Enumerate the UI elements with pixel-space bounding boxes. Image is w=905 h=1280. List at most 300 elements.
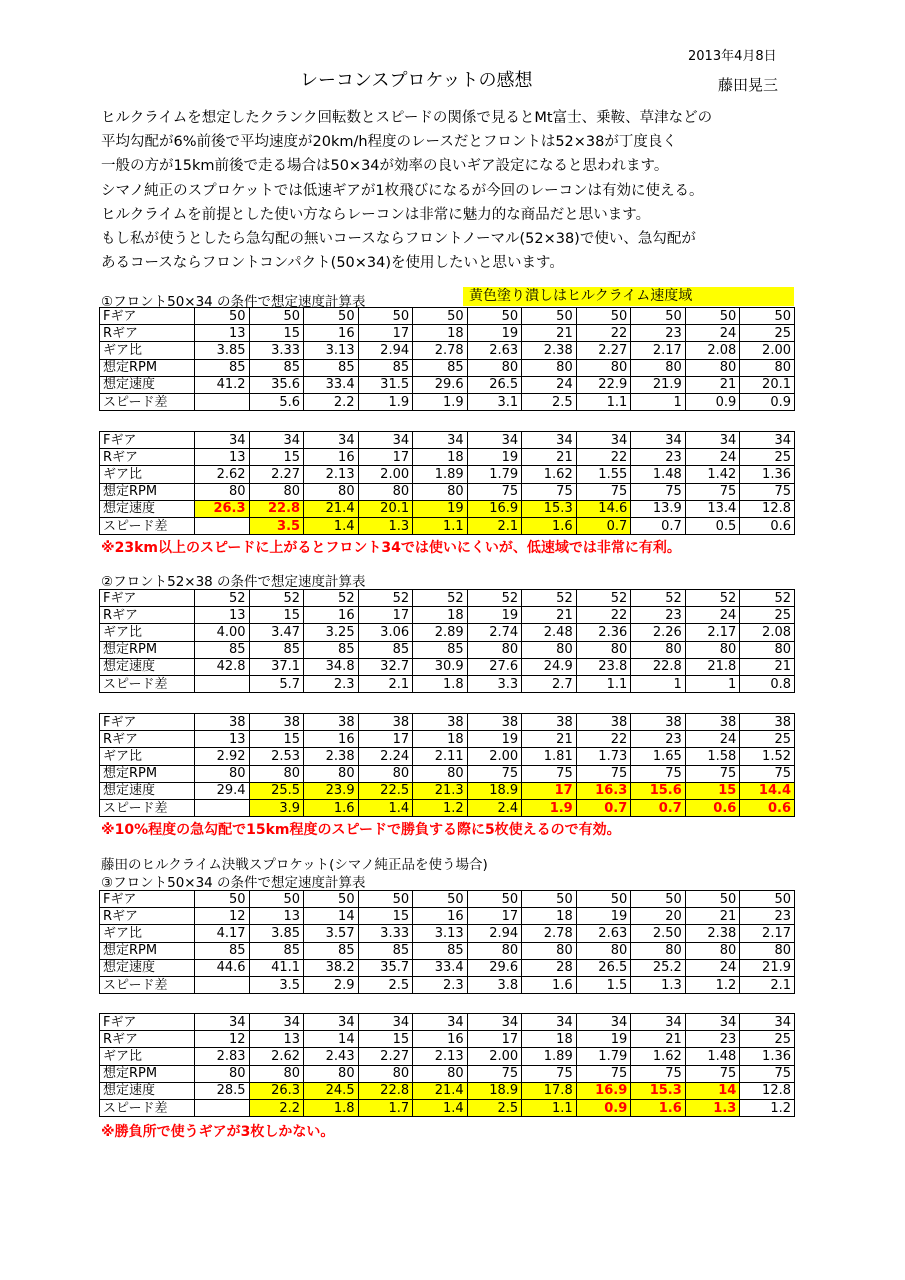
table-cell: 1.3 xyxy=(685,1099,740,1116)
intro-line: ヒルクライムを想定したクランク回転数とスピードの関係で見るとMt富士、乗鞍、草津などの xyxy=(101,110,713,126)
table-cell: 25.2 xyxy=(631,959,686,976)
table-cell: 38 xyxy=(740,714,795,731)
table-cell: 16 xyxy=(304,449,359,466)
row-label: 想定速度 xyxy=(100,1082,195,1099)
table-cell: 52 xyxy=(467,590,522,607)
table-cell: 2.1 xyxy=(358,675,413,692)
row-label: Rギア xyxy=(100,325,195,342)
table-row xyxy=(100,658,795,675)
row-label: Fギア xyxy=(100,1014,195,1031)
table-cell: 12 xyxy=(195,908,250,925)
table-cell: 52 xyxy=(740,590,795,607)
page-title: レーコンスプロケットの感想 xyxy=(300,70,533,91)
table-cell: 17 xyxy=(522,782,577,799)
table-cell: 2.24 xyxy=(358,748,413,765)
row-label: Fギア xyxy=(100,308,195,325)
table-cell: 75 xyxy=(631,765,686,782)
table-cell: 80 xyxy=(631,942,686,959)
table-cell: 13 xyxy=(195,449,250,466)
table-cell: 24 xyxy=(685,959,740,976)
speed-table xyxy=(99,431,795,535)
table-row xyxy=(100,675,795,692)
table-cell: 38 xyxy=(358,714,413,731)
table-cell: 2.00 xyxy=(467,748,522,765)
table-cell: 2.27 xyxy=(358,1048,413,1065)
table-cell: 75 xyxy=(576,483,631,500)
table-cell xyxy=(195,976,250,993)
table-cell: 34 xyxy=(413,1014,468,1031)
table-cell: 80 xyxy=(522,942,577,959)
table-cell: 26.3 xyxy=(249,1082,304,1099)
table-cell: 2.38 xyxy=(304,748,359,765)
table-cell: 52 xyxy=(522,590,577,607)
table-cell: 24 xyxy=(685,449,740,466)
table-cell: 22.5 xyxy=(358,782,413,799)
table-cell: 4.17 xyxy=(195,925,250,942)
table-cell: 85 xyxy=(195,359,250,376)
table-cell: 85 xyxy=(249,942,304,959)
table-row xyxy=(100,731,795,748)
table-cell: 75 xyxy=(740,483,795,500)
table-cell: 23 xyxy=(631,325,686,342)
table-cell: 85 xyxy=(358,641,413,658)
table-cell: 1.55 xyxy=(576,466,631,483)
table-cell: 2.13 xyxy=(413,1048,468,1065)
row-label: スピード差 xyxy=(100,517,195,534)
row-label: 想定RPM xyxy=(100,483,195,500)
row-label: 想定RPM xyxy=(100,765,195,782)
table-cell: 3.5 xyxy=(249,517,304,534)
row-label: Fギア xyxy=(100,891,195,908)
row-label: スピード差 xyxy=(100,1099,195,1116)
table-cell: 2.94 xyxy=(467,925,522,942)
table-cell: 0.9 xyxy=(685,393,740,410)
table-cell: 34 xyxy=(195,432,250,449)
table-cell: 21 xyxy=(740,658,795,675)
table-cell: 85 xyxy=(195,641,250,658)
table-cell: 1 xyxy=(631,393,686,410)
table-cell: 50 xyxy=(249,308,304,325)
table-cell: 19 xyxy=(467,325,522,342)
table-cell: 50 xyxy=(522,891,577,908)
table-row xyxy=(100,891,795,908)
table-cell: 29.4 xyxy=(195,782,250,799)
table-cell: 23 xyxy=(631,607,686,624)
table-cell: 2.83 xyxy=(195,1048,250,1065)
table-cell: 17 xyxy=(358,449,413,466)
table-cell: 12.8 xyxy=(740,1082,795,1099)
table-cell: 13 xyxy=(249,1031,304,1048)
table-cell: 19 xyxy=(467,607,522,624)
table-cell: 4.00 xyxy=(195,624,250,641)
table-cell: 75 xyxy=(576,1065,631,1082)
row-label: Fギア xyxy=(100,714,195,731)
table-row xyxy=(100,517,795,534)
row-label: スピード差 xyxy=(100,799,195,816)
table-cell: 17 xyxy=(467,1031,522,1048)
table-cell: 3.06 xyxy=(358,624,413,641)
speed-table xyxy=(99,890,795,994)
table-cell: 1.89 xyxy=(522,1048,577,1065)
table-cell: 1.1 xyxy=(576,393,631,410)
table-cell: 34 xyxy=(413,432,468,449)
table-cell: 80 xyxy=(631,641,686,658)
table-cell: 75 xyxy=(522,765,577,782)
table-cell: 50 xyxy=(195,308,250,325)
table-cell: 80 xyxy=(685,359,740,376)
table-cell: 21 xyxy=(685,908,740,925)
table-cell: 2.1 xyxy=(467,517,522,534)
table-cell: 38 xyxy=(522,714,577,731)
table-row xyxy=(100,466,795,483)
table-row xyxy=(100,449,795,466)
table-cell: 2.2 xyxy=(249,1099,304,1116)
table-cell xyxy=(195,675,250,692)
table-cell: 17.8 xyxy=(522,1082,577,1099)
table-cell: 2.48 xyxy=(522,624,577,641)
table-cell: 18 xyxy=(413,607,468,624)
table-cell: 35.7 xyxy=(358,959,413,976)
table-cell: 34 xyxy=(576,1014,631,1031)
table-cell: 2.7 xyxy=(522,675,577,692)
table-cell: 38 xyxy=(467,714,522,731)
table-cell: 50 xyxy=(304,891,359,908)
table-cell: 1.1 xyxy=(522,1099,577,1116)
table-cell: 12 xyxy=(195,1031,250,1048)
table-cell: 2.5 xyxy=(467,1099,522,1116)
table-cell: 80 xyxy=(740,641,795,658)
table-cell: 13.4 xyxy=(685,500,740,517)
intro-paragraph xyxy=(101,106,712,275)
table-cell: 80 xyxy=(576,641,631,658)
table-cell: 75 xyxy=(685,765,740,782)
row-label: ギア比 xyxy=(100,748,195,765)
table-cell xyxy=(195,1099,250,1116)
table-cell: 15.6 xyxy=(631,782,686,799)
table-cell: 1.6 xyxy=(304,799,359,816)
table-cell: 80 xyxy=(249,1065,304,1082)
table-cell: 80 xyxy=(522,641,577,658)
table-cell: 80 xyxy=(304,765,359,782)
table-cell: 80 xyxy=(467,359,522,376)
table-cell: 33.4 xyxy=(304,376,359,393)
row-label: Rギア xyxy=(100,449,195,466)
table-cell: 3.47 xyxy=(249,624,304,641)
table-cell: 2.74 xyxy=(467,624,522,641)
table-row xyxy=(100,359,795,376)
table-cell: 15 xyxy=(685,782,740,799)
table-cell: 29.6 xyxy=(413,376,468,393)
table-cell: 17 xyxy=(358,607,413,624)
table-cell: 0.7 xyxy=(576,517,631,534)
table-cell: 50 xyxy=(413,308,468,325)
table-cell: 34 xyxy=(576,432,631,449)
table-cell: 75 xyxy=(685,483,740,500)
table-cell: 1.6 xyxy=(631,1099,686,1116)
table-cell: 2.11 xyxy=(413,748,468,765)
table-cell: 13 xyxy=(195,325,250,342)
table-row xyxy=(100,590,795,607)
row-label: 想定速度 xyxy=(100,959,195,976)
table-cell: 3.3 xyxy=(467,675,522,692)
table-row xyxy=(100,765,795,782)
table-cell: 1.4 xyxy=(358,799,413,816)
table-cell: 80 xyxy=(467,641,522,658)
table-cell: 50 xyxy=(576,891,631,908)
table-cell: 34 xyxy=(522,432,577,449)
note-1: ※23km以上のスピードに上がるとフロント34では使いにくいが、低速域では非常に有利。 xyxy=(101,540,681,556)
table-cell: 14 xyxy=(304,1031,359,1048)
table-row xyxy=(100,607,795,624)
row-label: 想定RPM xyxy=(100,1065,195,1082)
intro-line: 平均勾配が6%前後で平均速度が20km/h程度のレースだとフロントは52×38が丁度良く xyxy=(101,134,677,151)
table-cell: 75 xyxy=(631,1065,686,1082)
table-cell: 19 xyxy=(467,449,522,466)
table-cell: 50 xyxy=(631,891,686,908)
table-cell: 29.6 xyxy=(467,959,522,976)
table-cell: 34 xyxy=(358,1014,413,1031)
table-cell: 17 xyxy=(467,908,522,925)
document-date: 2013年4月8日 xyxy=(688,49,777,64)
table-cell: 50 xyxy=(685,891,740,908)
table-cell: 50 xyxy=(304,308,359,325)
table-cell: 80 xyxy=(740,942,795,959)
table-cell: 75 xyxy=(740,1065,795,1082)
table-cell: 80 xyxy=(467,942,522,959)
table-cell: 27.6 xyxy=(467,658,522,675)
table-row xyxy=(100,1099,795,1116)
table-cell: 13 xyxy=(195,607,250,624)
table-cell: 2.62 xyxy=(249,1048,304,1065)
table-cell: 1.2 xyxy=(413,799,468,816)
table-cell: 2.89 xyxy=(413,624,468,641)
table-cell: 1.3 xyxy=(631,976,686,993)
table-cell: 16 xyxy=(304,325,359,342)
table-cell: 23 xyxy=(685,1031,740,1048)
table-cell: 16.9 xyxy=(467,500,522,517)
table-cell: 15 xyxy=(358,1031,413,1048)
table-cell: 31.5 xyxy=(358,376,413,393)
table-cell: 2.17 xyxy=(685,624,740,641)
table-cell: 1.79 xyxy=(576,1048,631,1065)
table-cell: 3.25 xyxy=(304,624,359,641)
table-cell: 14.6 xyxy=(576,500,631,517)
table-cell: 35.6 xyxy=(249,376,304,393)
table-cell: 2.3 xyxy=(413,976,468,993)
table-cell: 16.9 xyxy=(576,1082,631,1099)
table-cell: 20.1 xyxy=(740,376,795,393)
table-cell: 18.9 xyxy=(467,782,522,799)
table-cell: 2.17 xyxy=(740,925,795,942)
table-cell: 23 xyxy=(631,731,686,748)
table-cell: 38 xyxy=(413,714,468,731)
table-cell: 18 xyxy=(522,1031,577,1048)
table-cell: 18 xyxy=(522,908,577,925)
row-label: Rギア xyxy=(100,908,195,925)
table-cell: 52 xyxy=(195,590,250,607)
speed-table xyxy=(99,589,795,693)
table-cell: 85 xyxy=(304,641,359,658)
table-cell: 50 xyxy=(195,891,250,908)
table-cell: 2.00 xyxy=(358,466,413,483)
table-cell: 2.2 xyxy=(304,393,359,410)
table-cell: 23.9 xyxy=(304,782,359,799)
table-cell: 41.1 xyxy=(249,959,304,976)
section3-caption-1: 藤田のヒルクライム決戦スプロケット(シマノ純正品を使う場合) xyxy=(101,857,488,873)
table-cell: 38 xyxy=(631,714,686,731)
table-cell: 2.38 xyxy=(522,342,577,359)
table-cell: 37.1 xyxy=(249,658,304,675)
table-cell: 75 xyxy=(576,765,631,782)
table-cell: 20.1 xyxy=(358,500,413,517)
row-label: ギア比 xyxy=(100,925,195,942)
table-cell: 24 xyxy=(685,731,740,748)
table-cell: 1.8 xyxy=(304,1099,359,1116)
table-cell: 50 xyxy=(358,891,413,908)
table-cell: 1.4 xyxy=(304,517,359,534)
table-cell: 85 xyxy=(195,942,250,959)
table-cell: 50 xyxy=(522,308,577,325)
table-cell: 34 xyxy=(467,1014,522,1031)
table-row xyxy=(100,714,795,731)
table-cell: 2.43 xyxy=(304,1048,359,1065)
table-cell: 16 xyxy=(304,607,359,624)
table-cell: 24.9 xyxy=(522,658,577,675)
table-cell: 85 xyxy=(249,641,304,658)
table-cell: 50 xyxy=(413,891,468,908)
table-cell: 21 xyxy=(631,1031,686,1048)
table-cell: 0.8 xyxy=(740,675,795,692)
table-cell: 80 xyxy=(304,483,359,500)
table-cell: 80 xyxy=(413,765,468,782)
intro-line: ヒルクライムを前提とした使い方ならレーコンは非常に魅力的な商品だと思います。 xyxy=(101,206,651,223)
table-cell: 34 xyxy=(467,432,522,449)
table-cell: 41.2 xyxy=(195,376,250,393)
table-cell: 50 xyxy=(467,891,522,908)
table-cell: 1.81 xyxy=(522,748,577,765)
table-cell: 2.5 xyxy=(358,976,413,993)
table-cell: 24 xyxy=(685,325,740,342)
table-cell: 1.9 xyxy=(358,393,413,410)
table-cell: 22 xyxy=(576,449,631,466)
table-cell: 25 xyxy=(740,731,795,748)
table-cell: 2.63 xyxy=(576,925,631,942)
table-cell: 15 xyxy=(249,731,304,748)
table-cell: 38.2 xyxy=(304,959,359,976)
table-cell: 3.9 xyxy=(249,799,304,816)
table-cell: 22.8 xyxy=(358,1082,413,1099)
table-cell: 34 xyxy=(304,432,359,449)
row-label: ギア比 xyxy=(100,624,195,641)
table-cell: 85 xyxy=(304,359,359,376)
table-cell: 80 xyxy=(249,765,304,782)
table-cell: 17 xyxy=(358,731,413,748)
table-cell: 75 xyxy=(685,1065,740,1082)
table-cell: 3.33 xyxy=(249,342,304,359)
row-label: 想定速度 xyxy=(100,376,195,393)
table-cell: 1.48 xyxy=(631,466,686,483)
table-cell: 2.78 xyxy=(522,925,577,942)
table-cell: 50 xyxy=(358,308,413,325)
table-row xyxy=(100,483,795,500)
table-cell: 21 xyxy=(685,376,740,393)
table-cell: 21.9 xyxy=(740,959,795,976)
table-cell: 50 xyxy=(740,891,795,908)
table-cell: 22.9 xyxy=(576,376,631,393)
table-row xyxy=(100,1014,795,1031)
table-cell: 1.62 xyxy=(522,466,577,483)
table-cell: 75 xyxy=(467,483,522,500)
table-cell: 50 xyxy=(249,891,304,908)
table-cell: 34 xyxy=(740,432,795,449)
table-cell: 80 xyxy=(358,765,413,782)
table-cell: 25 xyxy=(740,1031,795,1048)
table-cell: 1.8 xyxy=(413,675,468,692)
table-cell xyxy=(195,799,250,816)
table-cell: 34 xyxy=(304,1014,359,1031)
table-cell: 24.5 xyxy=(304,1082,359,1099)
table-cell: 80 xyxy=(413,1065,468,1082)
table-cell: 33.4 xyxy=(413,959,468,976)
table-cell: 23 xyxy=(740,908,795,925)
table-cell: 15.3 xyxy=(631,1082,686,1099)
table-cell: 34 xyxy=(685,1014,740,1031)
table-cell: 1.62 xyxy=(631,1048,686,1065)
table-cell: 15 xyxy=(249,607,304,624)
table-cell: 38 xyxy=(576,714,631,731)
table-cell: 19 xyxy=(576,1031,631,1048)
table-cell: 1.36 xyxy=(740,466,795,483)
table-cell: 1.73 xyxy=(576,748,631,765)
table-cell: 21 xyxy=(522,731,577,748)
table-cell: 52 xyxy=(631,590,686,607)
table-cell: 3.57 xyxy=(304,925,359,942)
table-cell: 15.3 xyxy=(522,500,577,517)
table-cell: 3.1 xyxy=(467,393,522,410)
table-cell: 80 xyxy=(195,483,250,500)
table-cell: 1.5 xyxy=(576,976,631,993)
table-cell: 34 xyxy=(631,432,686,449)
table-cell: 75 xyxy=(467,1065,522,1082)
table-cell: 23 xyxy=(631,449,686,466)
table-cell: 25 xyxy=(740,449,795,466)
row-label: 想定速度 xyxy=(100,782,195,799)
table-cell: 22 xyxy=(576,607,631,624)
table-cell: 1.2 xyxy=(685,976,740,993)
table-cell: 22 xyxy=(576,731,631,748)
table-cell: 13.9 xyxy=(631,500,686,517)
table-cell: 16 xyxy=(413,908,468,925)
table-row xyxy=(100,976,795,993)
table-row xyxy=(100,908,795,925)
table-cell: 52 xyxy=(413,590,468,607)
table-cell: 21.4 xyxy=(304,500,359,517)
table-cell: 26.3 xyxy=(195,500,250,517)
table-cell: 38 xyxy=(304,714,359,731)
row-label: スピード差 xyxy=(100,675,195,692)
table-cell: 21 xyxy=(522,607,577,624)
table-cell: 1.6 xyxy=(522,976,577,993)
row-label: ギア比 xyxy=(100,1048,195,1065)
speed-table xyxy=(99,713,795,817)
table-cell: 1.1 xyxy=(576,675,631,692)
row-label: ギア比 xyxy=(100,466,195,483)
table-cell: 32.7 xyxy=(358,658,413,675)
table-cell: 50 xyxy=(685,308,740,325)
table-cell: 30.9 xyxy=(413,658,468,675)
row-label: 想定RPM xyxy=(100,942,195,959)
table-row xyxy=(100,1048,795,1065)
